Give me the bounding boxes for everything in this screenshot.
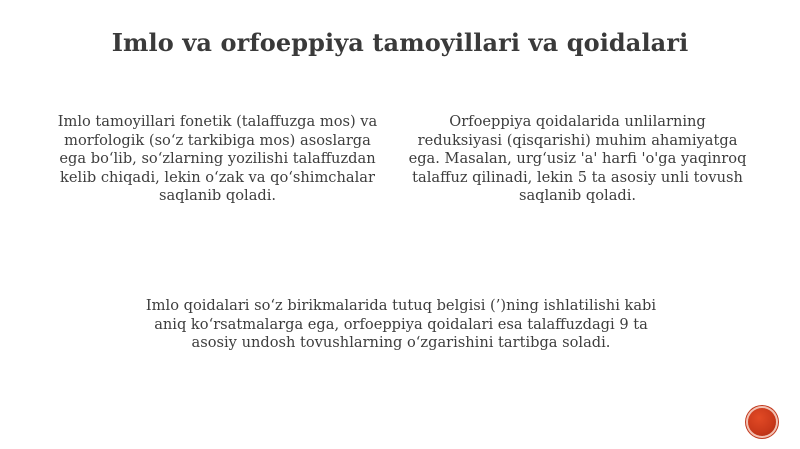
right-text-block: Orfoeppiya qoidalarida unlilarning reduksiyasi (qisqarishi) muhim ahamiyatga ega. Masalan, urg‘usiz 'a' harfi 'o'ga yaqinroq talaffuz qilinadi, lekin 5 ta asosiy unli tovush saqlanib qoladi.: [408, 113, 747, 204]
left-text-block: Imlo tamoyillari fonetik (talaffuzga mos) va morfologik (so‘z tarkibiga mos) asoslarga ega bo‘lib, so‘zlarning yozilishi talaffuzdan kelib chiqadi, lekin o‘zak va qo‘shimchalar saqlanib qoladi.: [57, 113, 378, 204]
slide-title: Imlo va orfoeppiya tamoyillari va qoidalari: [111, 28, 689, 57]
bottom-text-block: Imlo qoidalari so‘z birikmalarida tutuq belgisi (’)ning ishlatilishi kabi aniq ko‘rsatmalarga ega, orfoeppiya qoidalari esa talaffuzdagi 9 ta asosiy undosh tovushlarning o‘zgarishini tartibga soladi.: [145, 297, 657, 351]
next-slide-circle-icon[interactable]: [748, 408, 776, 436]
